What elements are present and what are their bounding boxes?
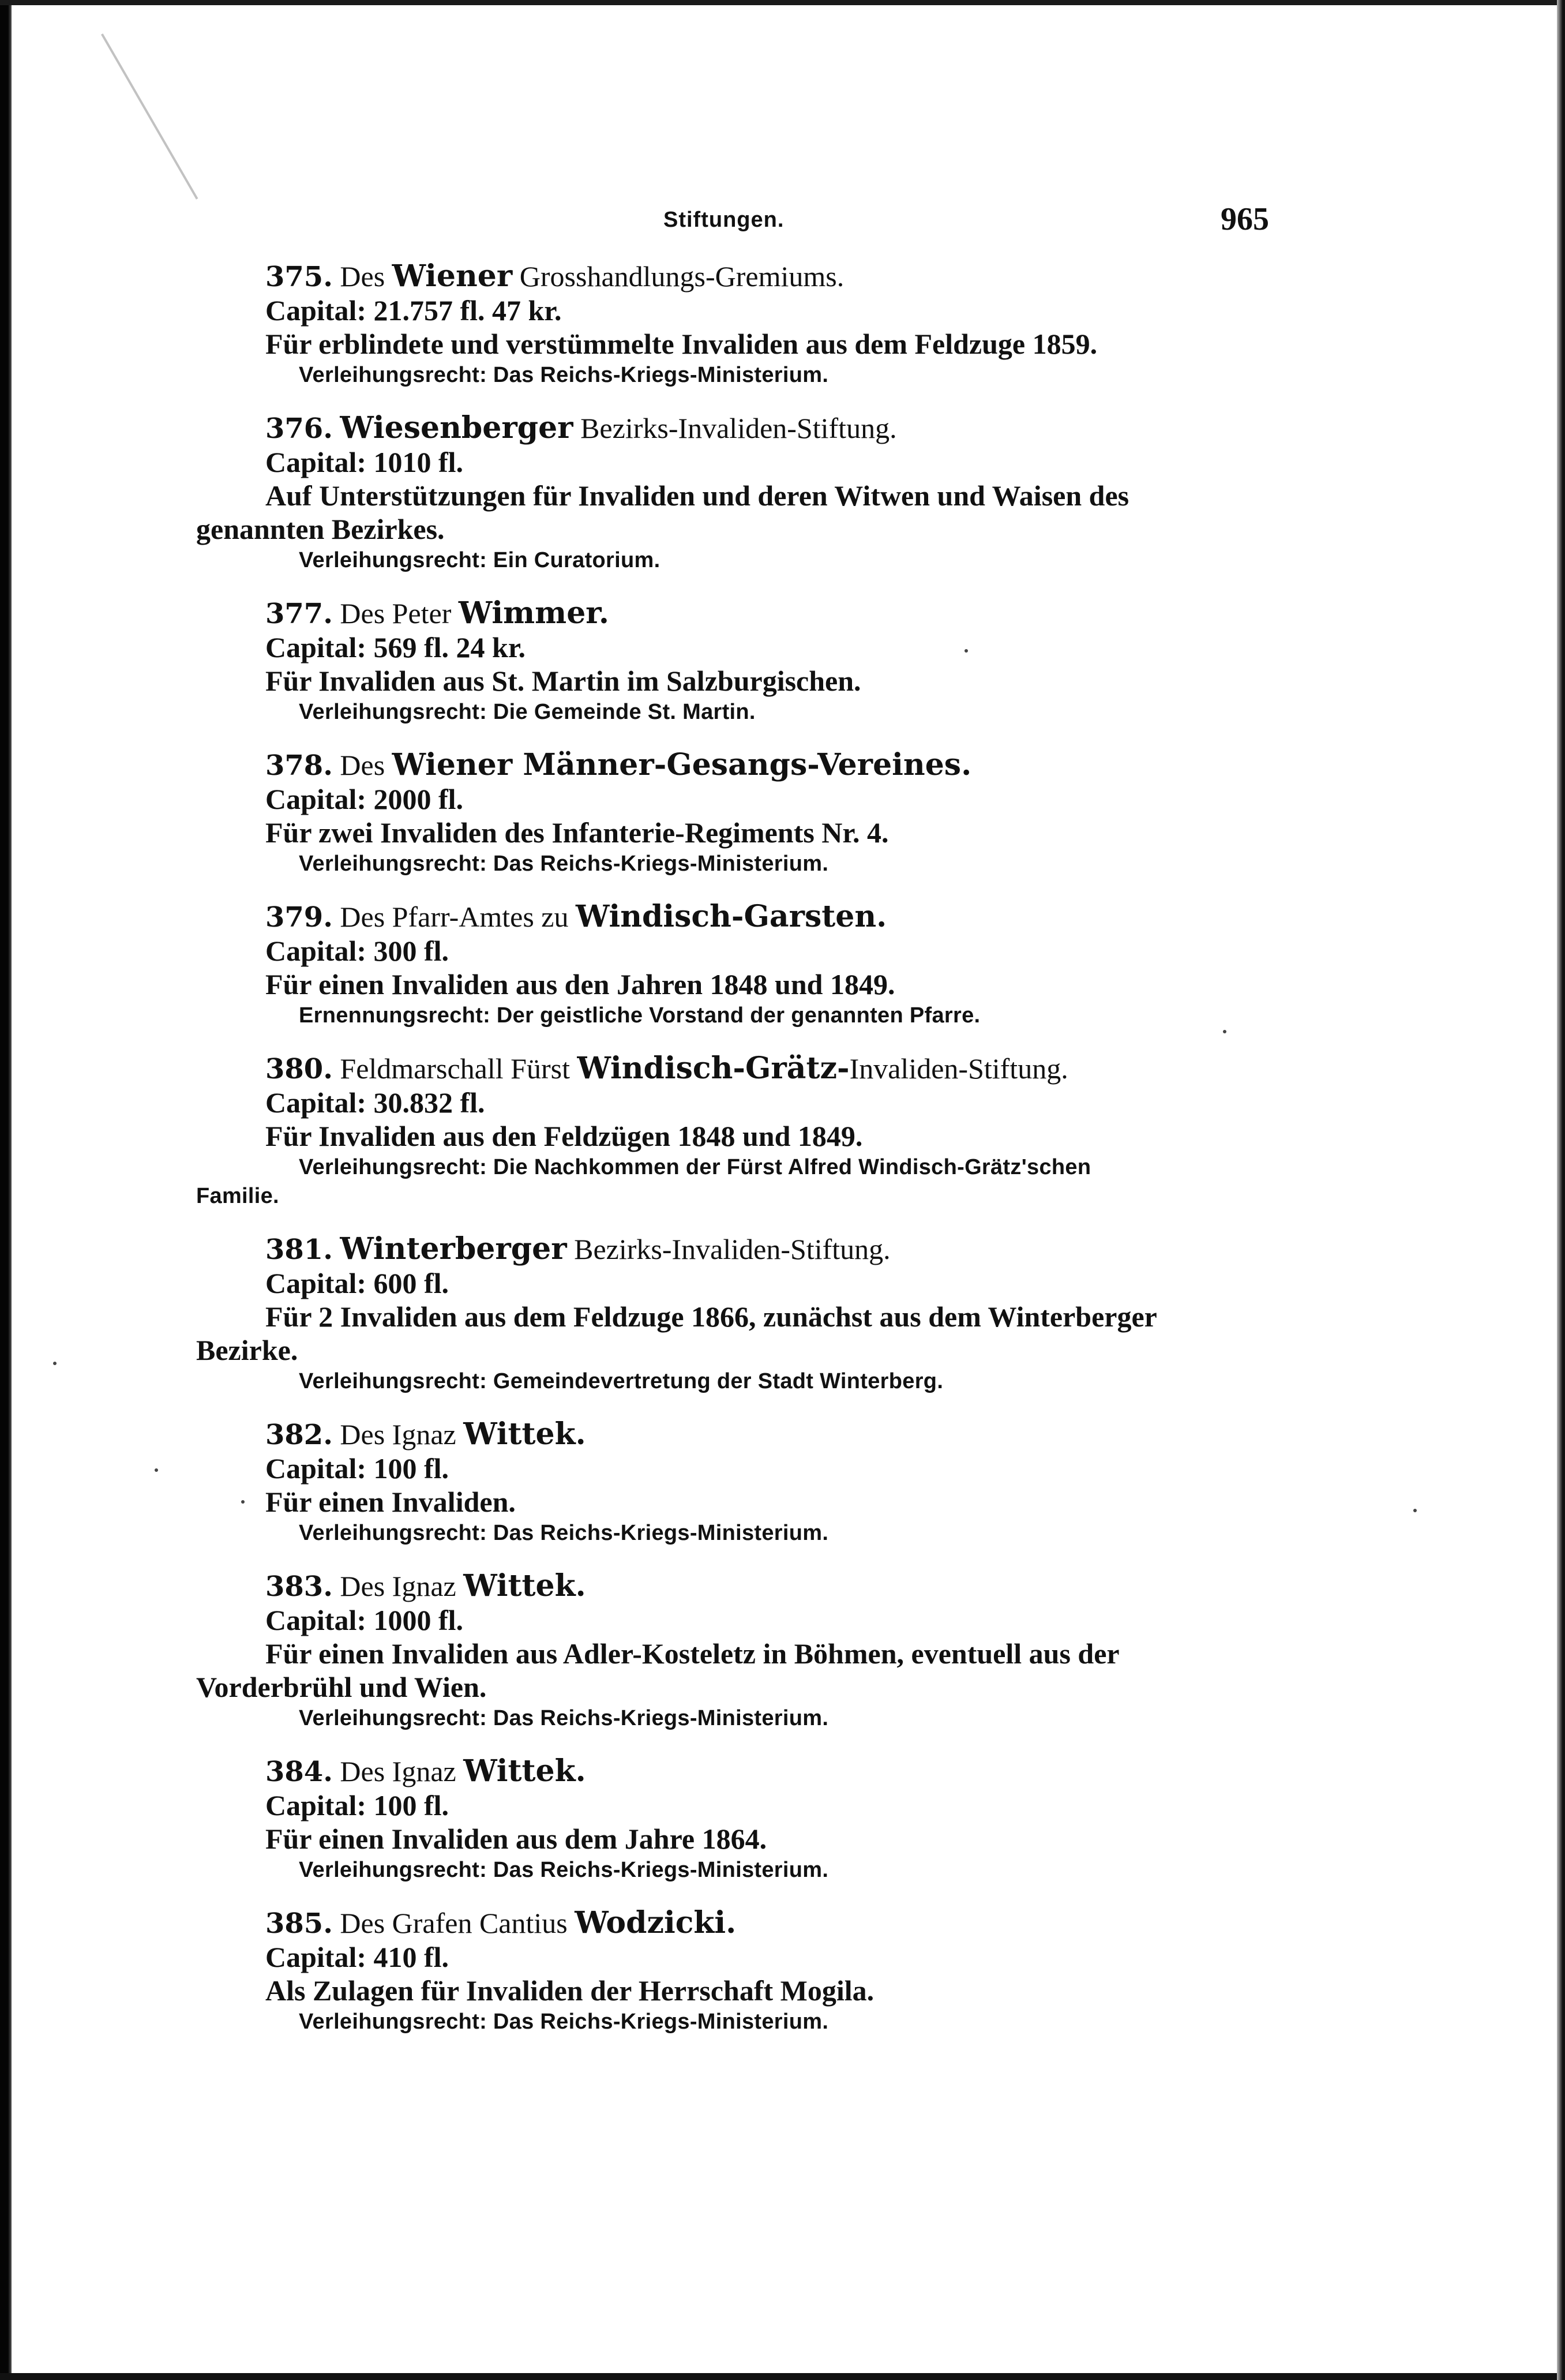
entry-heading (196, 900, 1269, 934)
foundation-entry-384 (196, 1755, 1269, 1884)
foundation-entry-375 (196, 260, 1269, 389)
entry-name: Wiener (392, 258, 513, 294)
entry-suffix: Grosshandlungs-Gremiums. (519, 260, 845, 293)
entry-purpose: Für einen Invaliden aus dem Jahre 1864. (265, 1823, 767, 1855)
entry-right: Verleihungsrecht: Das Reichs-Kriegs-Ministerium. (299, 1706, 829, 1730)
entry-prefix: Feldmarschall Fürst (340, 1052, 570, 1085)
entry-name: Wittek. (463, 1568, 586, 1603)
entry-capital: Capital: 569 fl. 24 kr. (265, 631, 526, 664)
entry-right: Verleihungsrecht: Das Reichs-Kriegs-Ministerium. (299, 2010, 829, 2034)
entry-prefix: Des Ignaz (340, 1755, 456, 1787)
entry-capital: Capital: 600 fl. (265, 1267, 449, 1299)
entry-heading (196, 1052, 1269, 1086)
entry-prefix: Des Pfarr-Amtes zu (340, 901, 569, 933)
foundation-entry-383 (196, 1569, 1269, 1733)
entry-number: 376. (265, 413, 333, 445)
scan-speck (155, 1468, 158, 1472)
entry-suffix: Bezirks-Invaliden-Stiftung. (574, 1233, 891, 1265)
entry-purpose: Für zwei Invaliden des Infanterie-Regiments Nr. 4. (265, 816, 889, 849)
foundation-entry-379 (196, 900, 1269, 1030)
entry-heading (196, 1755, 1269, 1789)
entry-capital: Capital: 410 fl. (265, 1941, 449, 1973)
scan-scratch (101, 33, 198, 200)
entry-heading (196, 1418, 1269, 1452)
entry-capital: Capital: 30.832 fl. (265, 1086, 485, 1119)
entry-number: 379. (265, 901, 333, 934)
foundation-entry-380 (196, 1052, 1269, 1210)
entry-name: Wittek. (463, 1753, 586, 1789)
entry-heading (196, 1232, 1269, 1266)
entry-heading (196, 1569, 1269, 1603)
entry-prefix: Des (340, 749, 385, 781)
entry-right: Verleihungsrecht: Die Gemeinde St. Martin. (299, 700, 756, 724)
entry-prefix: Des (340, 260, 385, 293)
entry-purpose-continued: Bezirke. (196, 1334, 298, 1366)
entry-right: Verleihungsrecht: Das Reichs-Kriegs-Ministerium. (299, 1521, 829, 1545)
entry-heading (196, 748, 1269, 782)
entry-capital: Capital: 100 fl. (265, 1789, 449, 1821)
entry-prefix: Des Ignaz (340, 1418, 456, 1451)
entry-prefix: Des Grafen Cantius (340, 1907, 568, 1939)
entry-purpose-continued: Vorderbrühl und Wien. (196, 1671, 487, 1703)
entry-suffix: Bezirks-Invaliden-Stiftung. (580, 412, 897, 444)
entry-purpose-continued: genannten Bezirkes. (196, 513, 445, 545)
entry-capital: Capital: 1000 fl. (265, 1604, 464, 1636)
entry-purpose: Für einen Invaliden aus den Jahren 1848 und 1849. (265, 968, 895, 1000)
entry-prefix: Des Peter (340, 597, 452, 629)
entry-name: Wittek. (463, 1416, 586, 1452)
entry-heading (196, 411, 1269, 445)
foundation-entry-378 (196, 748, 1269, 878)
entry-capital: Capital: 21.757 fl. 47 kr. (265, 294, 562, 327)
foundation-entry-382 (196, 1418, 1269, 1547)
running-title: Stiftungen. (663, 208, 785, 232)
entry-name: Wiener Männer-Gesangs-Vereines. (392, 747, 972, 782)
entry-purpose: Für 2 Invaliden aus dem Feldzuge 1866, zunächst aus dem Winterberger (265, 1300, 1157, 1333)
entry-name: Wodzicki. (575, 1905, 737, 1940)
entry-heading (196, 597, 1269, 631)
foundation-entry-381 (196, 1232, 1269, 1396)
entry-right: Verleihungsrecht: Das Reichs-Kriegs-Ministerium. (299, 852, 829, 876)
entry-number: 384. (265, 1756, 333, 1788)
entry-purpose: Für erblindete und verstümmelte Invaliden aus dem Feldzuge 1859. (265, 328, 1098, 360)
entry-capital: Capital: 100 fl. (265, 1452, 449, 1485)
scan-speck (1413, 1509, 1417, 1512)
entry-purpose: Für einen Invaliden. (265, 1486, 516, 1518)
entry-right: Verleihungsrecht: Das Reichs-Kriegs-Ministerium. (299, 363, 829, 387)
entry-capital: Capital: 300 fl. (265, 935, 449, 967)
entry-purpose: Für Invaliden aus den Feldzügen 1848 und 1849. (265, 1120, 863, 1152)
entry-name: Winterberger (340, 1231, 567, 1266)
entry-number: 377. (265, 598, 333, 630)
entry-right: Verleihungsrecht: Gemeindevertretung der Stadt Winterberg. (299, 1369, 944, 1393)
entry-prefix: Des Ignaz (340, 1570, 456, 1602)
entry-suffix: Invaliden-Stiftung. (849, 1052, 1068, 1085)
entry-number: 383. (265, 1571, 333, 1603)
entry-number: 385. (265, 1907, 333, 1940)
entry-capital: Capital: 2000 fl. (265, 783, 464, 815)
entry-purpose: Für Invaliden aus St. Martin im Salzburgischen. (265, 665, 861, 697)
entry-right: Verleihungsrecht: Die Nachkommen der Fürst Alfred Windisch-Grätz'schen (299, 1155, 1091, 1179)
entry-number: 380. (265, 1053, 333, 1085)
entry-purpose: Als Zulagen für Invaliden der Herrschaft Mogila. (265, 1974, 875, 2007)
page-content (196, 196, 1269, 2036)
entry-right-continued: Familie. (196, 1184, 279, 1208)
entry-number: 381. (265, 1234, 333, 1266)
running-head (196, 196, 1269, 242)
entry-number: 378. (265, 749, 333, 782)
entry-right: Verleihungsrecht: Das Reichs-Kriegs-Ministerium. (299, 1858, 829, 1882)
entry-purpose: Für einen Invaliden aus Adler-Kosteletz in Böhmen, eventuell aus der (265, 1637, 1120, 1670)
page-number: 965 (1221, 201, 1269, 237)
scan-edge-left (0, 0, 12, 2380)
entry-capital: Capital: 1010 fl. (265, 446, 464, 478)
entry-heading (196, 1906, 1269, 1940)
entry-purpose: Auf Unterstützungen für Invaliden und deren Witwen und Waisen des (265, 479, 1129, 512)
entry-heading (196, 260, 1269, 294)
scan-speck (53, 1362, 57, 1365)
foundation-entry-377 (196, 597, 1269, 726)
scan-edge-bottom (0, 2373, 1565, 2380)
entry-name: Windisch-Garsten. (576, 899, 887, 934)
entry-name: Wiesenberger (340, 410, 573, 445)
entry-right: Ernennungsrecht: Der geistliche Vorstand der genannten Pfarre. (299, 1003, 981, 1028)
entry-right: Verleihungsrecht: Ein Curatorium. (299, 548, 660, 572)
entry-number: 375. (265, 261, 333, 293)
entry-number: 382. (265, 1419, 333, 1451)
foundation-entry-376 (196, 411, 1269, 575)
scan-edge-top (0, 0, 1565, 5)
entry-name: Windisch-Grätz- (577, 1051, 850, 1086)
scan-edge-right (1557, 0, 1565, 2380)
foundation-entry-385 (196, 1906, 1269, 2036)
entry-name: Wimmer. (458, 595, 609, 631)
